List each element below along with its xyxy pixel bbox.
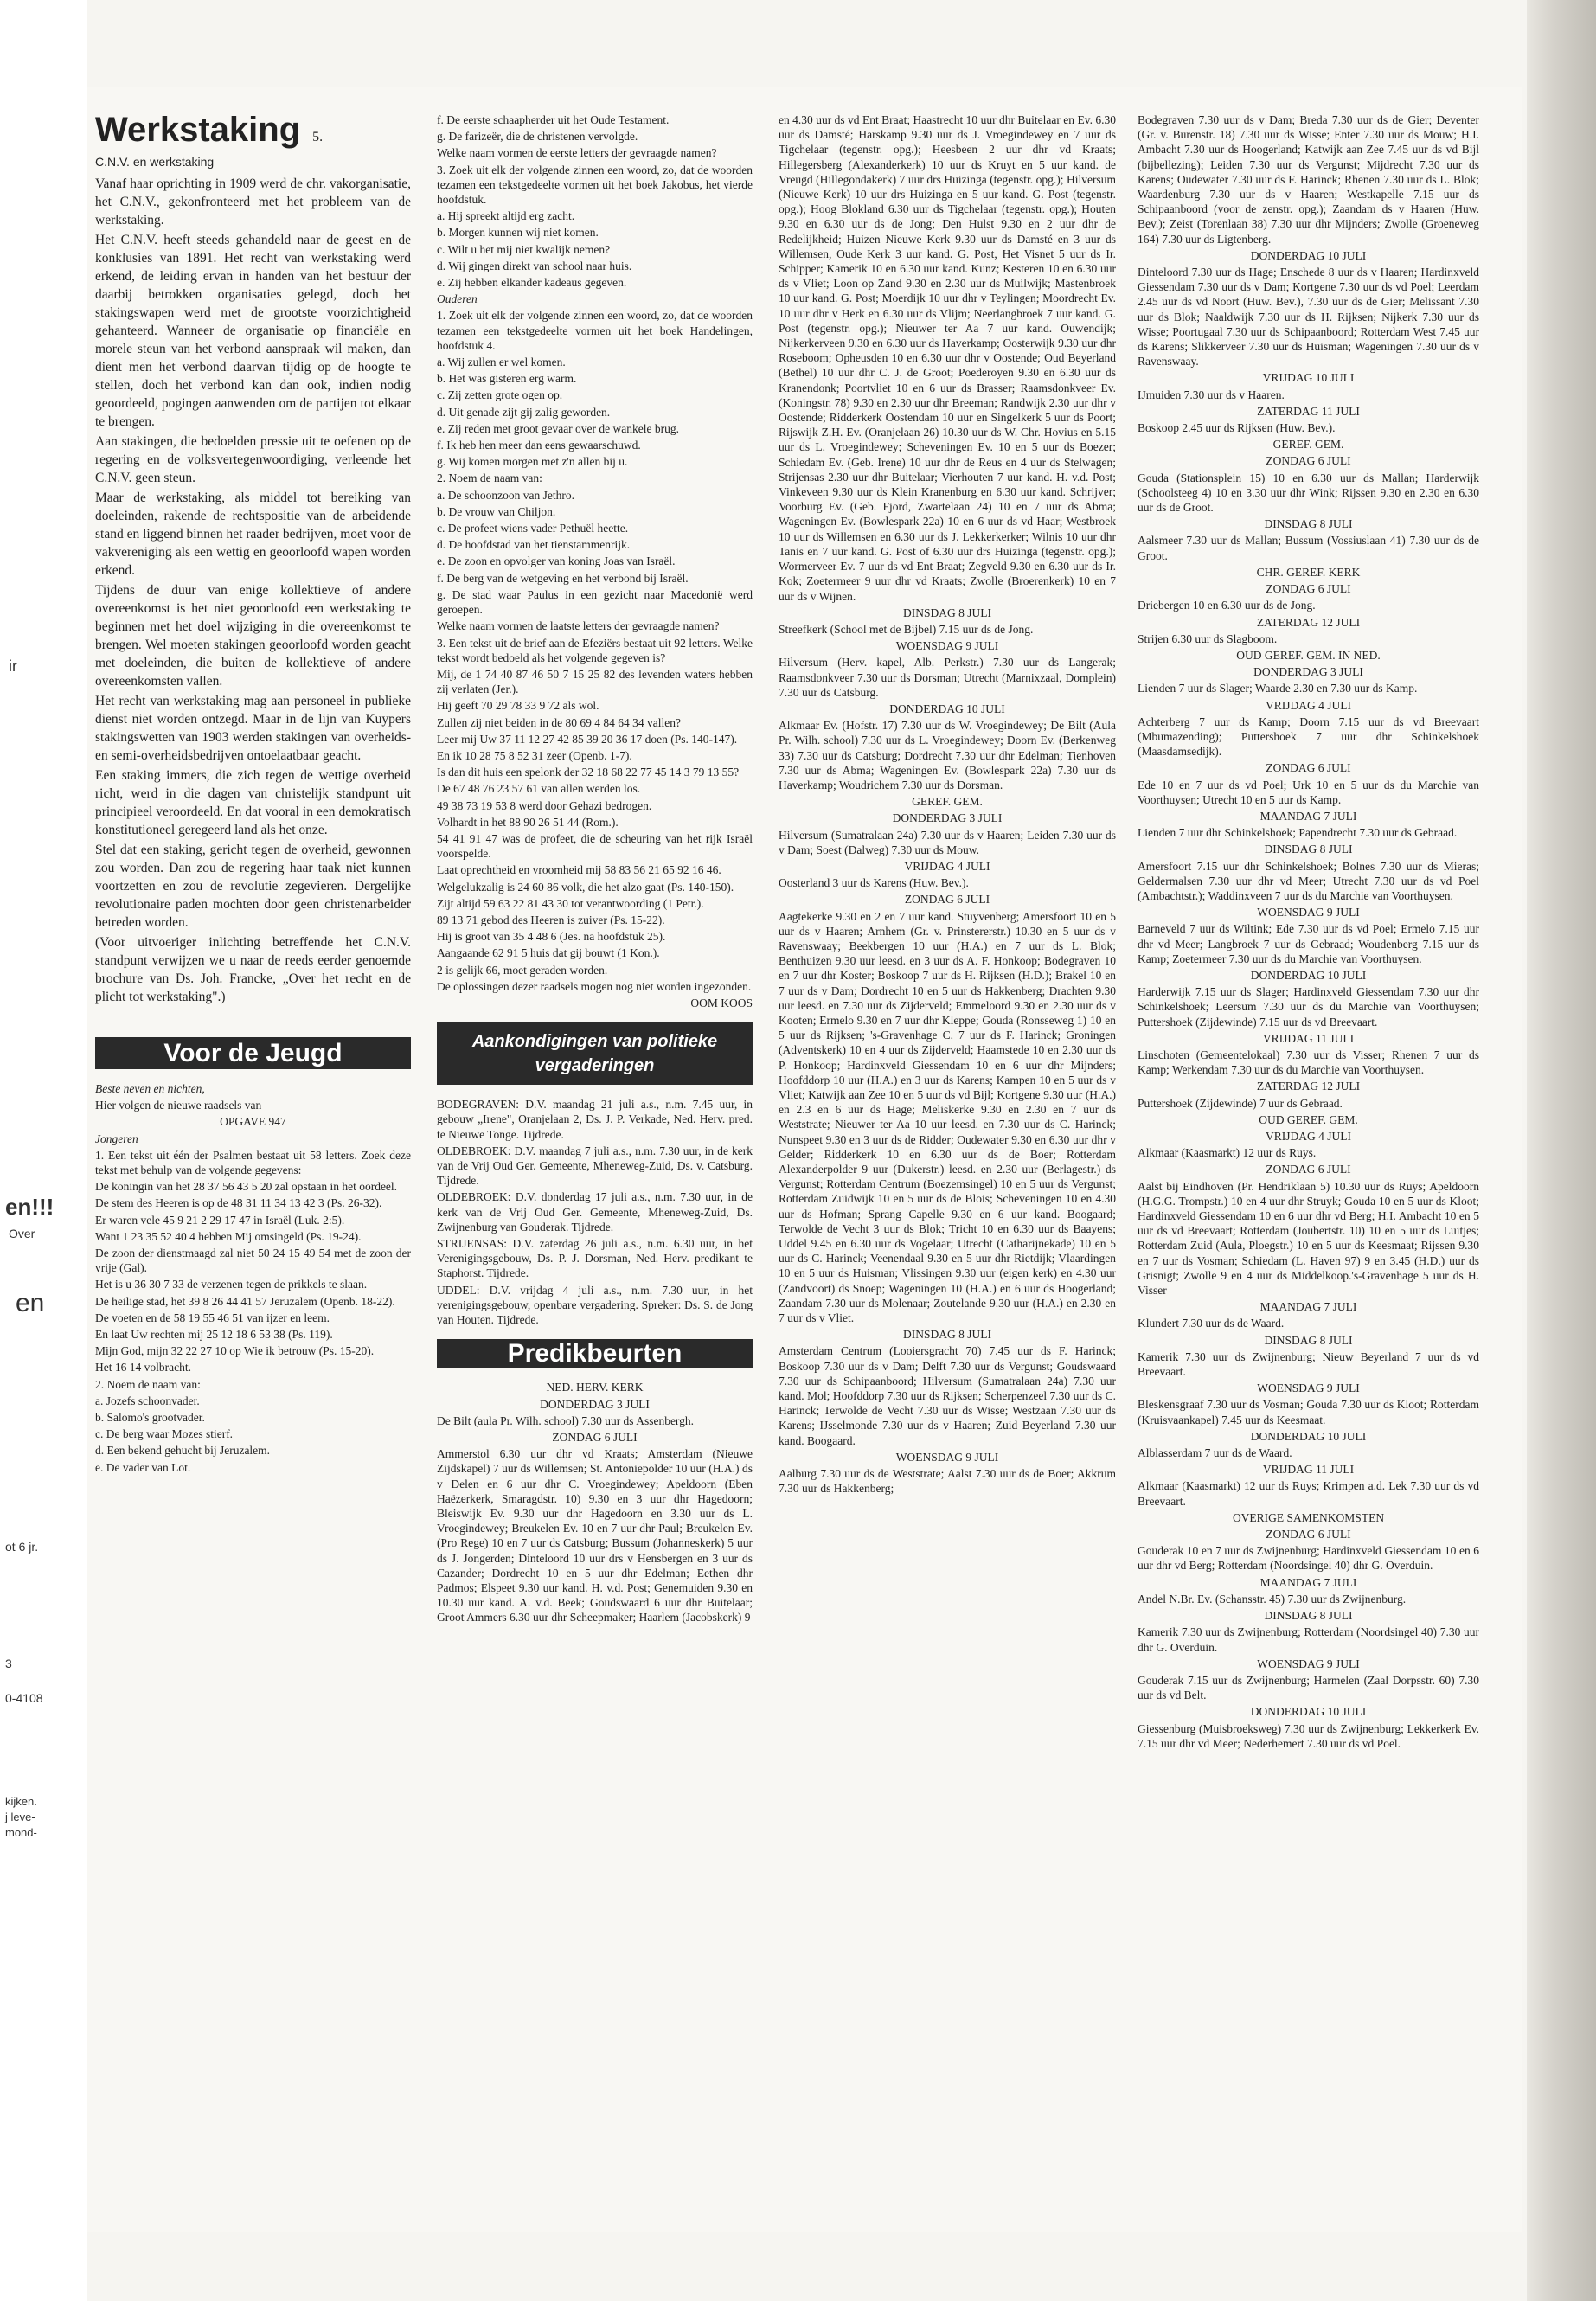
day-heading: WOENSDAG 9 JULI <box>1257 1381 1360 1395</box>
service-list: Linschoten (Gemeentelokaal) 7.30 uur ds Visser; Rhenen 7 uur ds Kamp; Werkendam 7.30 uur ds du Marchie van Voorthuysen. <box>1138 1048 1479 1077</box>
list-item: d. Uit genade zijt gij zalig geworden. <box>437 405 611 419</box>
paragraph: Het recht van werkstaking mag aan personeel in publieke dienst niet worden ontzegd. Maar in de lijn van Kuypers stakingswetten van 1903 werden stakingen van overheids- en semi-overheidsbedrijven ontoelaatbaar geacht. <box>95 694 411 763</box>
clue: De stem des Heeren is op de 48 31 11 34 13 42 3 (Ps. 26-32). <box>95 1196 382 1210</box>
day-heading: WOENSDAG 9 JULI <box>895 639 999 653</box>
church-heading: OVERIGE SAMENKOMSTEN <box>1232 1510 1385 1524</box>
service-list: IJmuiden 7.30 uur ds v Haaren. <box>1138 388 1285 401</box>
werkstaking-title: Werkstaking <box>95 111 301 149</box>
service-list: Boskoop 2.45 uur ds Rijksen (Huw. Bev.). <box>1138 421 1336 435</box>
service-list: Harderwijk 7.15 uur ds Slager; Hardinxveld Giessendam 7.30 uur dhr Schinkelshoek; Leersum 7.30 uur ds du Marchie van Voorthuysen; Puttershoek (Zijdewinde) 7.15 uur ds vd Breevaart. <box>1138 985 1479 1029</box>
day-heading: ZONDAG 6 JULI <box>1266 761 1351 775</box>
day-heading: VRIJDAG 4 JULI <box>1266 698 1351 712</box>
service-list: Gouderak 10 en 7 uur ds Zwijnenburg; Hardinxveld Giessendam 10 en 6 uur dhr vd Berg; Rotterdam (Noordsingel 40) dhr G. Overduin. <box>1138 1544 1479 1573</box>
gutter-fragment: 3 <box>5 1657 12 1670</box>
paragraph: Een staking immers, die zich tegen de wettige overheid richt, werd in die dagen van christelijk standpunt uit principieel veroordeeld. En dat vooral in een demokratisch konstitutioneel geregeerd land als het onze. <box>95 768 411 837</box>
list-item: d. De hoofdstad van het tienstammenrijk. <box>437 538 631 552</box>
clue: Het 16 14 volbracht. <box>95 1361 191 1375</box>
gutter-fragment: ir <box>9 657 17 675</box>
clue: Welgelukzalig is 24 60 86 volk, die het alzo gaat (Ps. 140-150). <box>437 880 734 894</box>
clue: 89 13 71 gebod des Heeren is zuiver (Ps. 15-22). <box>437 913 665 926</box>
clue: De voeten en de 58 19 55 46 51 van ijzer en leem. <box>95 1311 330 1324</box>
paragraph: Vanaf haar oprichting in 1909 werd de chr. vakorganisatie, het C.N.V., gekonfronteerd met het probleem van de werkstaking. <box>95 176 411 228</box>
day-heading: VRIJDAG 11 JULI <box>1262 1463 1355 1477</box>
service-list: Lienden 7 uur dhr Schinkelshoek; Papendrecht 7.30 uur ds Gebraad. <box>1138 826 1458 840</box>
intro: Hier volgen de nieuwe raadsels van <box>95 1099 262 1112</box>
werkstaking-heading <box>95 111 411 149</box>
service-list: Gouda (Stationsplein 15) 10 en 6.30 uur ds Mallan; Harderwijk (Schoolsteeg 4) 10 en 3.30 uur dhr Wink; Rijssen 9.30 en 2.30 en 6.30 uur ds de Groot. <box>1138 471 1479 515</box>
service-list: Kamerik 7.30 uur ds Zwijnenburg; Rotterdam (Noordsingel 40) 7.30 uur dhr G. Overduin. <box>1138 1625 1479 1654</box>
gutter-fragment: Over <box>9 1227 35 1240</box>
day-heading: ZATERDAG 11 JULI <box>1257 404 1360 418</box>
clue: Hij geeft 70 29 78 33 9 72 als wol. <box>437 699 599 713</box>
service-list: Hilversum (Herv. kapel, Alb. Perkstr.) 7.30 uur ds Langerak; Raamsdonkveer 7.30 uur ds Dorsman; Utrecht (Marnixzaal, Domplein) 7.30 uur ds Catsburg. <box>779 656 1116 699</box>
list-item: c. De berg waar Mozes stierf. <box>95 1427 234 1441</box>
announcement: BODEGRAVEN: D.V. maandag 21 juli a.s., n.m. 7.45 uur, in gebouw „Irene", Oranjelaan 2, Ds. J. P. Verkade, Ned. Herv. pred. te Nieuwe Tonge. Tijdrede. <box>437 1098 753 1141</box>
column-predikbeurten-1 <box>779 112 1116 1497</box>
question: 3. Een tekst uit de brief aan de Efeziërs bestaat uit 92 letters. Welke tekst wordt bedoeld als het volgende gegeven is? <box>437 636 753 664</box>
day-heading: DINSDAG 8 JULI <box>1264 843 1353 856</box>
gutter-fragment: en!!! <box>5 1194 54 1220</box>
clue: Laat oprechtheid en vroomheid mij 58 83 56 21 65 92 16 46. <box>437 863 721 877</box>
left-gutter <box>0 0 87 2301</box>
list-item: c. Wilt u het mij niet kwalijk nemen? <box>437 242 611 256</box>
day-heading: DONDERDAG 3 JULI <box>892 811 1003 825</box>
list-item: f. De berg van de wetgeving en het verbond bij Israël. <box>437 571 689 585</box>
service-list: Alkmaar (Kaasmarkt) 12 uur ds Ruys. <box>1138 1146 1317 1160</box>
list-item: Welke naam vormen de eerste letters der gevraagde namen? <box>437 146 717 160</box>
paragraph: Het C.N.V. heeft steeds gehandeld naar de geest en de konklusies van 1891. Het recht van werkstaking werd erkend, de leiding ervan in handen van het bestuur der daarbij betrokken organisaties gelegd, doch het stakingswapen werd met de grootste voorzichtigheid gehanteerd. Wanneer de organisatie op financiële en morele steun van het verbond aanspraak wil maken, dan dient men het verbond daarvan tijdig op de hoogte te stellen, doch het verbond kan dan ook, indien nodig geoordeeld, pogingen aanwenden om de partijen tot elkaar te brengen. <box>95 233 411 429</box>
day-heading: VRIJDAG 4 JULI <box>1266 1130 1351 1143</box>
day-heading: DONDERDAG 10 JULI <box>1250 1705 1367 1719</box>
day-heading: ZATERDAG 12 JULI <box>1256 1080 1361 1093</box>
day-heading: MAANDAG 7 JULI <box>1259 809 1357 823</box>
day-heading: WOENSDAG 9 JULI <box>895 1450 999 1464</box>
page-number: 5. <box>312 130 324 144</box>
gutter-fragment: ot 6 jr. <box>5 1540 39 1554</box>
service-list: Bleskensgraaf 7.30 uur ds Vosman; Gouda 7.30 uur ds Kloot; Rotterdam (Kruisvaankapel) 7.45 uur ds Keesmaat. <box>1138 1398 1479 1426</box>
service-list: Strijen 6.30 uur ds Slagboom. <box>1138 631 1278 645</box>
clue: Hij is groot van 35 4 48 6 (Jes. na hoofdstuk 25). <box>437 930 666 944</box>
service-list: en 4.30 uur ds vd Ent Braat; Haastrecht 10 uur dhr Buitelaar en Ev. 6.30 uur ds Damsté; Harskamp 9.30 uur ds J. Vroegindewey en 7 uur ds Tigchelaar (tegenstr. opg.); Heesbeen 2 uur dhr vd Kraats; Hillegersberg (Alexanderkerk) 10 uur ds Kruyt en 5 uur kand. de Vreugd (Hillegondakerk) 7 uur drs Huizinga (tegenstr. opg.); Hilversum (Nieuwe Kerk) 10 uur drs Huizinga en 5 uur kand. G. Post (tegenstr. opg.); Hoog Blokland 6.30 uur ds Tigchelaar (tegenstr. opg.); Houten 9.30 en 6.30 uur ds de Jong; Den Hulst 9.30 en 2 uur dhr de Redelijkheid; Huizen Nieuwe Kerk 9.30 uur ds Damsté en 3 uur ds Willemsen, Oude Kerk 3 uur kand. G. Post, Het Visnet 5 uur ds Ir. Schipper; Kamerik 10 en 6.30 uur kand. Kunz; Kesteren 10 en 6.30 uur ds v Vliet; Loon op Zand 9.30 en 2.30 uur ds Muilwijk; Mastenbroek 10 uur kand. G. Post; Moerdijk 10 uur dhr v Teylingen; Moordrecht Ev. 10 uur dhr v Herk en 6.30 uur ds Vlijm; Neerlangbroek 7 uur kand. G. Post (tegenstr. opg.); Nieuwer ter Aa 7 uur kand. Ouwendijk; Nijkerkerveen 9.30 en 6.30 uur ds Haverkamp; Oosterwijk 9.30 uur dhr Roseboom; Opheusden 10 en 6.30 uur dhr v Oostende; Oud Beyerland (Bethel) 10 uur dhr C. J. de Groot; Poederoyen 9.30 en 6.30 uur ds Kranendonk; Poortvliet 10 en 6 uur ds Brasser; Raamsdonkveer Ev. (Koningstr. 78) 9.30 en 2.30 uur dhr Breeman; Randwijk 2.30 uur dhr v Oostende; Ridderkerk Oostendam 10 uur en Singelkerk 5 uur ds Poort; Rijswijk Z.H. Ev. (Oranjelaan 26) 10.30 uur ds W. Chr. Hovius en 5.15 uur ds L. Vroegindewey; Scheveningen Ev. 10 en 5 uur ds Boezer; Schiedam Ev. (Geb. Irene) 10 uur dhr de Reus en 4 uur ds Stelwagen; Strijensas 2.30 uur dhr Buitelaar; Vierhouten 7 uur kand. H. v.d. Post; Vinkeveen 9.30 uur ds Klein Kranenburg en 6.30 uur kand. Schrijver; Voorburg Ev. (Geb. Fjord, Zwartelaan 24) 10 en 7 uur ds Abma; Wageningen Ev. (Bowlespark 22a) 10 en 6 uur ds vd Haar; Westbroek 10 uur ds Willemsen en 6.30 uur ds J. Lekkerkerker; Wilnis 10 uur dhr Tanis en 7 uur kand. G. Post of 6.30 uur drs Huizinga (tegenstr. opg.); Wormerveer Ev. 7 uur ds vd Ent Braat; Zegveld 9.30 en 6.30 uur ds Ir. Kok; Zoetermeer 9 uur dhr vd Kraats; Zwolle (Broerenkerk) 10 en 7 uur ds v Wijnen. <box>779 113 1116 603</box>
day-heading: DINSDAG 8 JULI <box>1264 517 1353 531</box>
list-item: Welke naam vormen de laatste letters der gevraagde namen? <box>437 619 720 633</box>
day-heading: VRIJDAG 11 JULI <box>1262 1031 1355 1045</box>
clue: Zijt altijd 59 63 22 81 43 30 tot verantwoording (1 Petr.). <box>437 896 704 910</box>
announcement: UDDEL: D.V. vrijdag 4 juli a.s., n.m. 7.30 uur, in het verenigingsgebouw, openbare vergadering. Spreker: Ds. S. de Jong van Houten. Tijdrede. <box>437 1283 753 1327</box>
gutter-fragment: mond- <box>5 1826 37 1839</box>
list-item: g. De stad waar Paulus in een gezicht naar Macedonië werd geroepen. <box>437 587 753 617</box>
day-heading: DINSDAG 8 JULI <box>1264 1333 1353 1347</box>
clue: En ik 10 28 75 8 52 31 zeer (Openb. 1-7). <box>437 748 632 762</box>
list-item: e. Zij reden met groot gevaar over de wankele brug. <box>437 421 680 435</box>
list-item: a. Wij zullen er wel komen. <box>437 356 566 369</box>
day-heading: ZONDAG 6 JULI <box>904 893 990 907</box>
clue: 54 41 91 47 was de profeet, die de scheuring van het rijk Israël voorspelde. <box>437 831 753 861</box>
service-list: Dinteloord 7.30 uur ds Hage; Enschede 8 uur ds v Haaren; Hardinxveld Giessendam 7.30 uur ds v Dam; Kortgene 7.30 uur ds vd Poel; Leerdam 2.45 uur ds vd Noort (Huw. Bev.), 7.30 uur ds de Gier; Melissant 7.30 uur ds Blok; Naaldwijk 7.30 uur ds H. Rijksen; Nijkerk 7.30 uur ds Wisse; Poortugaal 7.30 uur ds Schipaanboord; Rotterdam West 7.45 uur ds Karens; Slikkerveer 7.30 uur ds Huisman; Wageningen 7.30 uur ds v Ravenswaay. <box>1138 266 1479 369</box>
clue: Want 1 23 35 52 40 4 hebben Mij omsingeld (Ps. 19-24). <box>95 1229 362 1243</box>
day-heading: DONDERDAG 10 JULI <box>1250 968 1367 982</box>
church-heading: NED. HERV. KERK <box>546 1381 644 1394</box>
service-list: Driebergen 10 en 6.30 uur ds de Jong. <box>1138 599 1316 612</box>
day-heading: ZONDAG 6 JULI <box>1266 1163 1351 1176</box>
clue: De koningin van het 28 37 56 43 5 20 zal opstaan in het oordeel. <box>95 1180 398 1194</box>
day-heading: MAANDAG 7 JULI <box>1259 1300 1357 1314</box>
column-werkstaking <box>95 111 411 1477</box>
clue: Volhardt in het 88 90 26 51 44 (Rom.). <box>437 815 619 829</box>
page-edge <box>1527 0 1596 2301</box>
clue: Leer mij Uw 37 11 12 27 42 85 39 20 36 17 doen (Ps. 140-147). <box>437 732 738 746</box>
question: 2. Noem de naam van: <box>95 1377 201 1391</box>
list-item: c. De profeet wiens vader Pethuël heette. <box>437 522 629 535</box>
greeting: Beste neven en nichten, <box>95 1082 205 1095</box>
jongeren-heading: Jongeren <box>95 1131 138 1145</box>
day-heading: ZONDAG 6 JULI <box>552 1431 638 1445</box>
closing-note: De oplossingen dezer raadsels mogen nog niet worden ingezonden. <box>437 979 752 993</box>
question: 1. Een tekst uit één der Psalmen bestaat uit 58 letters. Zoek deze tekst met behulp van de volgende gegevens: <box>95 1148 411 1177</box>
clue: De heilige stad, het 39 8 26 44 41 57 Jeruzalem (Openb. 18-22). <box>95 1294 395 1308</box>
list-item: e. Zij hebben elkander kadeaus gegeven. <box>437 276 627 290</box>
clue: De zoon der dienstmaagd zal niet 50 24 15 49 54 met de zoon der vrije (Gal). <box>95 1247 411 1275</box>
service-list: Streefkerk (School met de Bijbel) 7.15 uur ds de Jong. <box>779 622 1034 636</box>
service-list: Bodegraven 7.30 uur ds v Dam; Breda 7.30 uur ds de Gier; Deventer (Gr. v. Burenstr. 18) 7.30 uur ds Wisse; Enter 7.30 uur ds Mouw; H.I. Ambacht 7.30 uur ds Hoogerland; Katwijk aan Zee 7.45 uur ds vd Bijl (bijbellezing); Leiden 7.30 uur ds Vergunst; Mijdrecht 7.30 uur ds Karens; Oudewater 7.30 uur ds F. Harinck; Rhenen 7.30 uur ds L. Blok; Waardenburg 7.30 uur ds v Haaren; Westkapelle 7.15 uur ds Schipaanboord (voor de zenstr. opg.); Zaandam ds v Haaren (Huw. Bev.); Zeist (Torenlaan 38) 7.30 uur dhr Mijnders; Zwolle (Groeneweg 164) 7.30 uur ds Ligtenberg. <box>1138 113 1479 246</box>
day-heading: DINSDAG 8 JULI <box>903 606 991 619</box>
list-item: d. Wij gingen direkt van school naar huis. <box>437 259 632 272</box>
announcement: STRIJENSAS: D.V. zaterdag 26 juli a.s., n.m. 6.30 uur, in het Verenigingsgebouw, Ds. P. J. Dorsman, Ned. Herv. predikant te Staphorst. Tijdrede. <box>437 1237 753 1280</box>
day-heading: DONDERDAG 3 JULI <box>540 1397 650 1411</box>
list-item: d. Een bekend gehucht bij Jeruzalem. <box>95 1444 271 1458</box>
service-list: Puttershoek (Zijdewinde) 7 uur ds Gebraad. <box>1138 1096 1343 1110</box>
paragraph: Stel dat een staking, gericht tegen de overheid, gewonnen zou worden. Dan zou de regering haar taak niet kunnen voortzetten en zou de revolutie zegevieren. Dergelijke revolutionaire paden mochten door geen christenarbeider betreden worden. <box>95 843 411 930</box>
service-list: Achterberg 7 uur ds Kamp; Doorn 7.15 uur ds vd Breevaart (Mbumazending); Puttershoek 7 uur dhr Schinkelshoek (Maasdamsedijk). <box>1138 715 1479 759</box>
day-heading: DONDERDAG 3 JULI <box>1253 665 1363 679</box>
paragraph: Tijdens de duur van enige kollektieve of andere overeenkomst is het niet geoorloofd een werkstaking te beginnen met het doel wijziging in die overeenkomst te brengen. Wel moeten stakingen geoorloofd worden geacht met doeleinden, die buiten de kollektieve of andere overeenkomsten vallen. <box>95 583 411 689</box>
aankondigingen-banner: Aankondigingen van politieke vergaderingen <box>437 1022 753 1085</box>
predikbeurten-banner: Predikbeurten <box>437 1339 753 1368</box>
list-item: g. Wij komen morgen met z'n allen bij u. <box>437 455 628 469</box>
service-list: Ammerstol 6.30 uur dhr vd Kraats; Amsterdam (Nieuwe Zijdskapel) 7 uur ds Willemsen; St. Antoniepolder 10 uur (H.A.) ds v Delen en 6 uur dhr C. Vroegindewey; Apeldoorn (Eben Haëzerkerk, Smaragdstr. 10) 9.30 en 3 uur dhr Hagedoorn; Bleiswijk Ev. 9.30 uur dhr Hagedoorn en 3.30 uur ds L. Vroegindewey; Breukelen Ev. 10 en 7 uur dhr Paul; Breukelen Ev. (Pro Rege) 10 en 7 uur ds Catsburg; Bussum (Johanneskerk) 5 uur ds J. Jongerden; Dinteloord 10 uur drs v Hensbergen en 3 uur ds Cazander; Dordrecht 10 en 5 uur dhr Edelman; Eethen dhr Padmos; Elspeet 9.30 uur kand. H. v.d. Post; Genemuiden 9.30 en 10.30 uur kand. A. v.d. Beek; Goudswaard 6 uur dhr Buitelaar; Groot Ammers 6.30 uur dhr Scheepmaker; Haarlem (Jacobskerk) 9 <box>437 1447 753 1625</box>
day-heading: ZATERDAG 12 JULI <box>1256 615 1361 629</box>
announcement: OLDEBROEK: D.V. donderdag 17 juli a.s., n.m. 7.30 uur, in de kerk van de Vrij Oud Ger. Gemeente, Mheneweg-Zuid, Ds. Zwijnenburg van Gouderak. Tijdrede. <box>437 1190 753 1234</box>
day-heading: DONDERDAG 10 JULI <box>889 702 1005 715</box>
list-item: b. Morgen kunnen wij niet komen. <box>437 226 599 240</box>
list-item: b. Het was gisteren erg warm. <box>437 372 577 386</box>
church-heading: OUD GEREF. GEM. IN NED. <box>1236 648 1381 662</box>
list-item: a. Jozefs schoonvader. <box>95 1394 200 1407</box>
clue: Mij, de 1 74 40 87 46 50 7 15 25 82 des levenden waters hebben zij verlaten (Jer.). <box>437 667 753 696</box>
service-list: Lienden 7 uur ds Slager; Waarde 2.30 en 7.30 uur ds Kamp. <box>1138 682 1418 695</box>
day-heading: VRIJDAG 4 JULI <box>904 859 990 873</box>
question: 1. Zoek uit elk der volgende zinnen een woord, zo, dat de woorden tezamen een tekstgedeelte vormen uit het boek Handelingen, hoofdstuk 4. <box>437 309 753 352</box>
list-item: e. De zoon en opvolger van koning Joas van Israël. <box>437 554 676 568</box>
clue: 49 38 73 19 53 8 werd door Gehazi bedrogen. <box>437 798 652 812</box>
service-list: Aalburg 7.30 uur ds de Weststrate; Aalst 7.30 uur ds de Boer; Akkrum 7.30 uur ds Hakkenberg; <box>779 1467 1116 1496</box>
list-item: a. Hij spreekt altijd erg zacht. <box>437 209 575 223</box>
clue: Aangaande 62 91 5 huis dat gij bouwt (1 Kon.). <box>437 946 660 960</box>
list-item: b. De vrouw van Chiljon. <box>437 504 556 518</box>
church-heading: GEREF. GEM. <box>912 795 983 809</box>
column-raadsels <box>437 112 753 1627</box>
jeugd-banner: Voor de Jeugd <box>95 1037 411 1069</box>
service-list: Amsterdam Centrum (Looiersgracht 70) 7.45 uur ds F. Harinck; Boskoop 7.30 uur ds v Dam; Delft 7.30 uur ds Vergunst; Goudswaard 7.30 uur ds Schipaanboord; Hilversum (Sumatralaan 24a) 7.30 uur kand. Mol; Hoofddorp 7.30 uur ds Rijksen; Scherpenzeel 7.30 uur ds C. Harinck; Terwolde de Vecht 7.30 uur ds Wisse; Westzaan 7.30 uur ds Karens; IJsselmonde 7.30 uur ds v Haaren; Zuid Beyerland 7.30 uur kand. Boogaard. <box>779 1344 1116 1447</box>
service-list: Ede 10 en 7 uur ds vd Poel; Urk 10 en 5 uur ds du Marchie van Voorthuysen; Utrecht 10 en 5 uur ds Kamp. <box>1138 778 1479 806</box>
announcement: OLDEBROEK: D.V. maandag 7 juli a.s., n.m. 7.30 uur, in de kerk van de Vrij Oud Ger. Gemeente, Mheneweg-Zuid, Ds. v. Catsburg. Tijdrede. <box>437 1144 753 1188</box>
paragraph: Aan stakingen, die bedoelden pressie uit te oefenen op de regering en de volksvertegenwoordiging, verleende het C.N.V. geen steun. <box>95 434 411 485</box>
service-list: De Bilt (aula Pr. Wilh. school) 7.30 uur ds Assenbergh. <box>437 1413 695 1427</box>
question: 2. Noem de naam van: <box>437 471 542 485</box>
paragraph: (Voor uitvoeriger inlichting betreffende het C.N.V. standpunt verwijzen we u naar de reeds eerder genoemde brochure van Ds. Joh. Francke, „Over het recht en de plicht tot werkstaking".) <box>95 935 411 1004</box>
list-item: a. De schoonzoon van Jethro. <box>437 488 574 502</box>
day-heading: DONDERDAG 10 JULI <box>1250 248 1367 262</box>
day-heading: ZONDAG 6 JULI <box>1266 454 1351 468</box>
service-list: Barneveld 7 uur ds Wiltink; Ede 7.30 uur ds vd Poel; Ermelo 7.15 uur dhr vd Meer; Langbroek 7 uur ds Gebraad; Woudenberg 7.15 uur ds Kamp; Zoetermeer 7.30 uur ds du Marchie van Voorthuysen. <box>1138 922 1479 965</box>
signature: OOM KOOS <box>690 996 753 1009</box>
list-item: c. Zij zetten grote ogen op. <box>437 388 563 402</box>
day-heading: DINSDAG 8 JULI <box>1264 1609 1353 1623</box>
service-list: Aalsmeer 7.30 uur ds Mallan; Bussum (Vossiuslaan 41) 7.30 uur ds de Groot. <box>1138 534 1479 562</box>
werkstaking-subtitle: C.N.V. en werkstaking <box>95 155 215 169</box>
clue: En laat Uw rechten mij 25 12 18 6 53 38 (Ps. 119). <box>95 1328 333 1342</box>
list-item: f. Ik heb hen meer dan eens gewaarschuwd. <box>437 439 641 452</box>
day-heading: VRIJDAG 10 JULI <box>1262 371 1355 385</box>
day-heading: ZONDAG 6 JULI <box>1266 582 1351 596</box>
gutter-fragment: 0-4108 <box>5 1691 43 1705</box>
day-heading: DONDERDAG 10 JULI <box>1250 1429 1367 1443</box>
service-list: Oosterland 3 uur ds Karens (Huw. Bev.). <box>779 876 969 890</box>
service-list: Alblasserdam 7 uur ds de Waard. <box>1138 1446 1292 1460</box>
clue: 2 is gelijk 66, moet geraden worden. <box>437 963 608 977</box>
ouderen-heading: Ouderen <box>437 292 478 306</box>
service-list: Aalst bij Eindhoven (Pr. Hendriklaan 5) 10.30 uur ds Ruys; Apeldoorn (H.G.G. Trompstr.) 10 en 4 uur dhr Struyk; Gouda 10 en 5 uur ds Kloot; Hardinxveld Giessendam 10 en 6 uur dhr vd Berg; H.I. Ambacht 10 en 5 uur ds vd Breevaart; Rotterdam (Joubertstr. 10) 10 en 5 uur ds Luitjes; Rotterdam Zuid (Aula, Ploegstr.) 10 en 5 uur ds Keesmaat; Rijssen 9.30 en 7 uur ds Vosman; Schiedam (L. Haven 97) 9 en 3.45 (H.D.) uur ds Grisnigt; Zwolle 9 en 4 uur ds Middelkoop.'s-Gravenhage 5 uur ds H. Visser <box>1138 1179 1479 1298</box>
service-list: Aagtekerke 9.30 en 2 en 7 uur kand. Stuyvenberg; Amersfoort 10 en 5 uur ds v Haaren; Arnhem (Gr. v. Prinstererstr.) 10.30 en 5 uur ds v Ravenswaay; Beekbergen 10 uur (H.A.) en 7 uur ds L. Blok; Benthuizen 9.30 uur leesd. en 3 uur ds A. F. Honkoop; Bodegraven 10 en 7 uur dhr Koster; Boskoop 7 uur ds H. Rijksen (H.D.); Brakel 10 en 7 uur ds v Dam; Dordrecht 10 en 5 uur ds Hakkenberg; Drachten 9.30 uur leesd. en 7.30 uur ds Zijderveld; Emmeloord 9.30 en 2.30 uur ds v Kooten; Ermelo 9.30 en 7 uur dhr Kleppe; Gouda (Ronsseweg 1) 10 en 5 uur ds Rijksen; 's-Gravenhage C. 7 uur ds F. Harinck; Groningen (Adventskerk) 10 en 4 uur ds Zijderveld; Haamstede 10 en 2.30 uur ds P. Honkoop; Hardinxveld Giessendam 10 en 6 uur dhr Mijnders; Hoofddorp 10 uur (H.A.) en 3 uur ds Karens; Kampen 10 en 5 uur ds v Vliet; Katwijk aan Zee 10 en 5 uur ds vd Bijl; Kortgene 9.30 uur (H.A.) en 2.3 en 6 uur ds Hage; Meliskerke 9.30 en 2.30 en 7 uur ds Weststrate; Nieuwer ter Aa 10 uur leesd. en 7.30 uur ds C. Harinck; Nunspeet 9.30 en 3 uur ds de Ridder; Oudewater 9.30 en 6.30 uur dhr v Gelder; Ridderkerk 10 en 6.30 uur ds de Boer; Rotterdam Alexanderpolder 9 uur (Dukerstr.) leesd. en 2.30 uur (Berlagestr.) ds Vergunst; Rotterdam Centrum (Boezemsingel) 10 en 5 uur ds Vergunst; Rotterdam Zuidwijk 10 en 5 uur ds de Blois; Scheveningen 10 en 4.30 uur ds Hofman; Sprang Capelle 9.30 en 6 uur kand. Boogaard; Terwolde de Vecht 3 uur ds Blok; Tricht 10 en 6.30 uur ds Baayens; Uddel 9.45 en 6.30 uur ds Vogelaar; Utrecht (Catharijnekade) 10 en 5 uur ds C. Harinck; Veenendaal 9.30 en 5 uur dhr Rietdijk; Vlaardingen 10 en 5 uur ds Huisman; Vlissingen 9.30 uur (eigen kerk) en 4.30 uur (Zandvoort) ds Snoep; Wageningen 10 (H.A.) en 6 uur ds Hoogerland; Zaandam 7.30 uur ds Molenaar; Zoutelande 9.30 uur (H.A.) en 2.30 en 7 uur ds v Vliet. <box>779 909 1116 1325</box>
service-list: Kamerik 7.30 uur ds Zwijnenburg; Nieuw Beyerland 7 uur ds vd Breevaart. <box>1138 1349 1479 1379</box>
gutter-fragment: en <box>16 1289 45 1317</box>
list-item: f. De eerste schaapherder uit het Oude Testament. <box>437 113 670 126</box>
opgave: OPGAVE 947 <box>220 1115 286 1129</box>
service-list: Giessenburg (Muisbroeksweg) 7.30 uur ds Zwijnenburg; Lekkerkerk Ev. 7.15 uur dhr vd Meer; Nederhemert 7.30 uur ds vd Poel. <box>1138 1721 1479 1750</box>
paragraph: Maar de werkstaking, als middel tot bereiking van doeleinden, rakende de rechtspositie van de arbeidende stand en liggend binnen het raader bedrijven, moet voor de vakvereniging als een wettig en geoorloofd wapen worden erkend. <box>95 490 411 578</box>
church-heading: CHR. GEREF. KERK <box>1256 565 1361 579</box>
day-heading: MAANDAG 7 JULI <box>1259 1575 1357 1589</box>
day-heading: ZONDAG 6 JULI <box>1266 1528 1351 1541</box>
list-item: g. De farizeër, die de christenen vervolgde. <box>437 130 638 144</box>
clue: Er waren vele 45 9 21 2 29 17 47 in Israël (Luk. 2:5). <box>95 1213 345 1227</box>
newspaper-page <box>87 87 1522 2232</box>
day-heading: WOENSDAG 9 JULI <box>1257 906 1360 920</box>
clue: Is dan dit huis een spelonk der 32 18 68 22 77 45 14 3 79 13 55? <box>437 766 740 779</box>
service-list: Alkmaar (Kaasmarkt) 12 uur ds Ruys; Krimpen a.d. Lek 7.30 uur ds vd Breevaart. <box>1138 1479 1479 1508</box>
gutter-fragment: j leve- <box>5 1811 35 1823</box>
service-list: Alkmaar Ev. (Hofstr. 17) 7.30 uur ds W. Vroegindewey; De Bilt (Aula Pr. Wilh. school) 7.30 uur ds L. Vroegindewey; Doorn Ev. (Berkenweg 33) 7.30 uur ds Catsburg; Dordrecht 7.30 uur dhr Edelman; Tienhoven 7.30 uur ds Abma; Wageningen Ev. (Bowlespark 22a) 7.30 uur ds Haverkamp; Woudrichem 7.30 uur ds Dorsman. <box>779 719 1116 792</box>
church-heading: OUD GEREF. GEM. <box>1259 1112 1358 1126</box>
service-list: Gouderak 7.15 uur ds Zwijnenburg; Harmelen (Zaal Dorpsstr. 60) 7.30 uur ds vd Belt. <box>1138 1673 1479 1702</box>
list-item: b. Salomo's grootvader. <box>95 1411 205 1425</box>
clue: Mijn God, mijn 32 22 27 10 op Wie ik betrouw (Ps. 15-20). <box>95 1344 375 1358</box>
clue: Het is u 36 30 7 33 de verzenen tegen de prikkels te slaan. <box>95 1278 368 1292</box>
service-list: Andel N.Br. Ev. (Schansstr. 45) 7.30 uur ds Zwijnenburg. <box>1138 1592 1407 1606</box>
gutter-fragment: kijken. <box>5 1795 37 1808</box>
clue: De 67 48 76 23 57 61 van allen werden los. <box>437 782 641 796</box>
question: 3. Zoek uit elk der volgende zinnen een woord, zo, dat de woorden tezamen een tekstgedeelte vormen uit het boek Jakobus, het vierde hoofdstuk. <box>437 163 753 207</box>
service-list: Amersfoort 7.15 uur dhr Schinkelshoek; Bolnes 7.30 uur ds Mieras; Geldermalsen 7.30 uur dhr vd Meer; Utrecht 7.30 uur ds vd Poel (Ambachtstr.); Waddinxveen 7 uur ds du Marchie van Voorthuysen. <box>1138 859 1479 902</box>
clue: Zullen zij niet beiden in de 80 69 4 84 64 34 vallen? <box>437 715 681 729</box>
list-item: e. De vader van Lot. <box>95 1460 191 1474</box>
day-heading: WOENSDAG 9 JULI <box>1257 1657 1360 1670</box>
service-list: Hilversum (Sumatralaan 24a) 7.30 uur ds v Haaren; Leiden 7.30 uur ds v Dam; Soest (Dalweg) 7.30 uur ds Mouw. <box>779 828 1116 856</box>
church-heading: GEREF. GEM. <box>1272 438 1344 452</box>
service-list: Klundert 7.30 uur ds de Waard. <box>1138 1317 1285 1330</box>
day-heading: DINSDAG 8 JULI <box>903 1328 991 1342</box>
column-predikbeurten-2 <box>1138 112 1479 1753</box>
